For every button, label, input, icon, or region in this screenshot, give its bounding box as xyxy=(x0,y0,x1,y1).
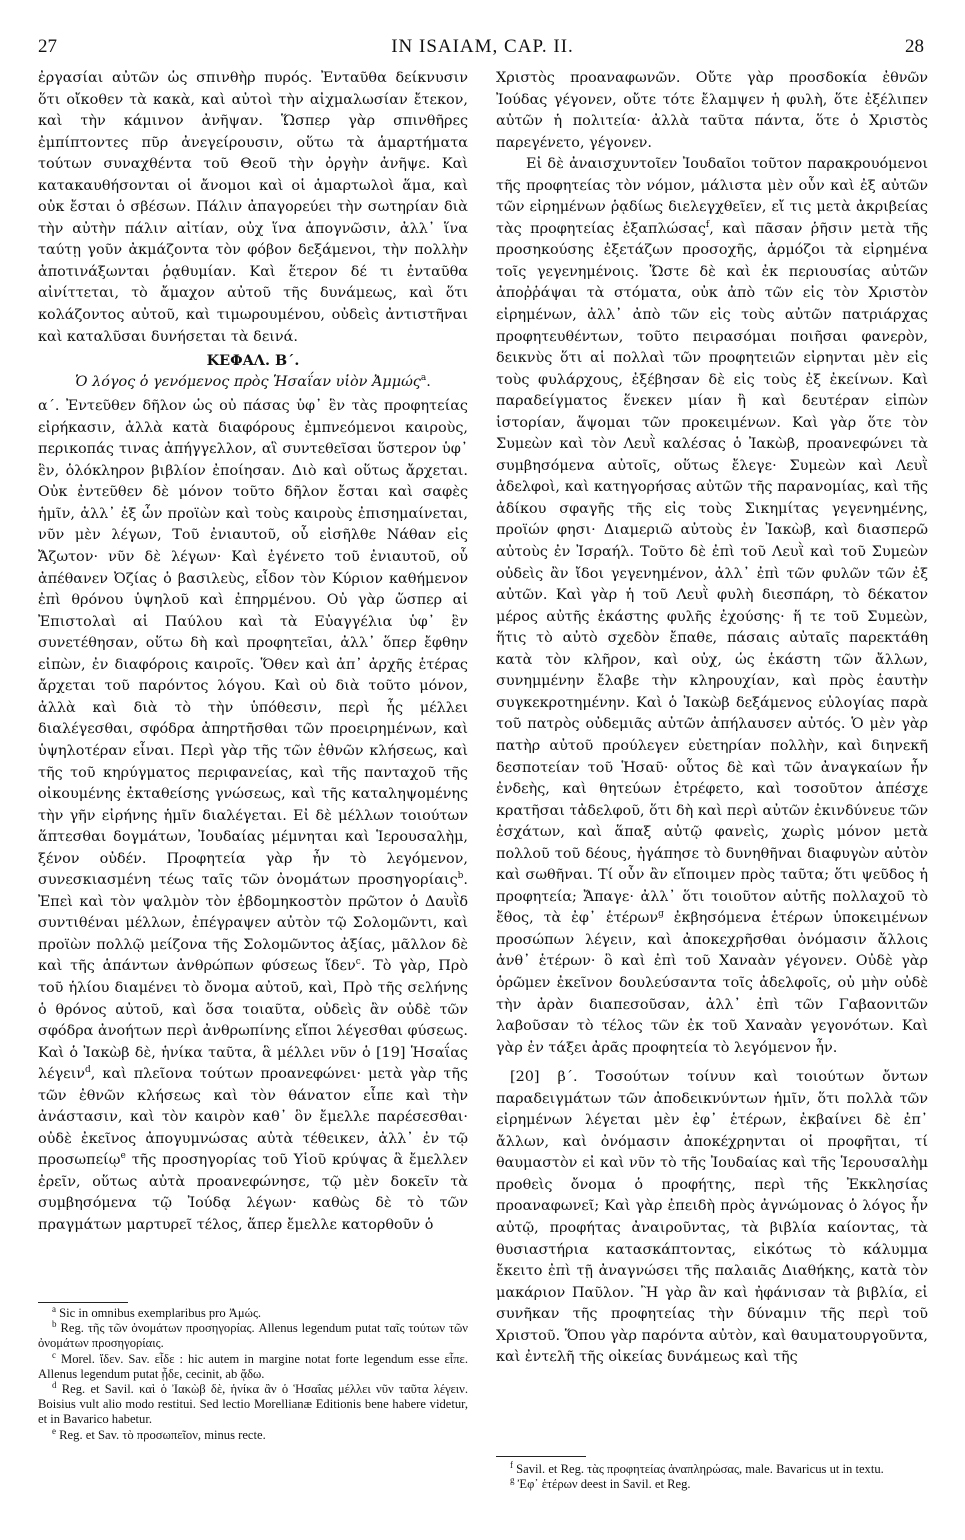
footnote-ref-e: e xyxy=(120,1151,126,1162)
footnote-text: Reg. τῆς τῶν ὀνομάτων προσηγορίας. Allenus legendum putat ταῖς τούτων τῶν ὀνομάτων προσηγορίαις. xyxy=(38,1321,468,1351)
footnote-ref-d: d xyxy=(85,1065,91,1076)
footnote-mark: e xyxy=(52,1425,56,1436)
footnote-text: Sic in omnibus exemplaribus pro Ἀμώς. xyxy=(59,1306,262,1320)
footnote-text: Reg. et Savil. καὶ ὁ Ἰακὼβ δὲ, ἡνίκα ἂν ὁ Ἡσαΐας μέλλει νῦν ταῦτα λέγειν. Boisius vult alio modo restitui. Sed lectio Morellianæ Editionis bene habere videtur, et in Bavarico habetur. xyxy=(38,1382,468,1427)
text-run: α΄. Ἐντεῦθεν δῆλον ὡς οὐ πάσας ὑφ᾽ ἓν τὰς προφητείας εἰρήκασιν, ἀλλὰ κατὰ διαφόρους ἐμπνεόμενοι καιροὺς, περικοπάς τινας ἀπήγγελλον, αἳ συντεθεῖσαι ὕστερον ὑφ᾽ ἓν, ὁλόκληρον βιβλίον ἐποίησαν. Διὸ καὶ οὕτως ἄρχεται. Οὐκ ἐντεῦθεν δὲ μόνον τοῦτο δῆλον ἔσται καὶ σαφὲς ἡμῖν, ἀλλ᾽ ἐξ ὧν προϊὼν καὶ τοὺς καιροὺς ἐπισημαίνεται, νῦν μὲν λέγων, Τοῦ ἐνιαυτοῦ, οὗ εἰσῆλθε Νάθαν εἰς Ἄζωτον· νῦν δὲ λέγων· Καὶ ἐγένετο τοῦ ἐνιαυτοῦ, οὗ ἀπέθανεν Ὀζίας ὁ βασιλεὺς, εἶδον τὸν Κύριον καθήμενον ἐπὶ θρόνου ὑψηλοῦ καὶ ἐπηρμένου. Οὐ γὰρ ὥσπερ αἱ Ἐπιστολαὶ αἱ Παύλου καὶ τὰ Εὐαγγέλια ὑφ᾽ ἓν συνετέθησαν, οὕτω δὴ καὶ προφητεῖαι, ἀλλ᾽ ὅπερ ἔφθην εἰπὼν, ἐν διαφόροις καιροῖς. Ὅθεν καὶ ἀπ᾽ ἀρχῆς ἑτέρας ἄρχεται τοῦ παρόντος λόγου. Καὶ οὐ διὰ τοῦτο μόνον, ἀλλὰ καὶ διὰ τὸ τὴν ὑπόθεσιν, περὶ ἧς μέλλει διαλέγεσθαι, σφόδρα ἀπηρτῆσθαι τῶν προειρημένων, καὶ ὑψηλοτέραν εἶναι. Περὶ γὰρ τῆς τῶν ἐθνῶν κλήσεως, καὶ τῆς τοῦ κηρύγματος περιφανείας, καὶ τῆς πανταχοῦ τῆς οἰκουμένης ἐκταθείσης γνώσεως, καὶ τῆς καταληψομένης τὴν γῆν εἰρήνης ἡμῖν διαλέγεται. Εἰ δὲ μέλλων τοιούτων ἅπτεσθαι δογμάτων, Ἰουδαίας μέμνηται καὶ Ἱερουσαλὴμ, ξένον οὐδέν. Προφητεία γὰρ ἦν τὸ λεγόμενον, συνεσκιασμένη τέως ταῖς τῶν ὀνομάτων προσηγορίαις xyxy=(38,398,468,889)
footnote-item xyxy=(496,1459,928,1477)
left-column xyxy=(38,68,468,1237)
text-run: , καὶ πλεῖονα τούτων προανεφώνει· μετὰ γὰρ τῆς τῶν ἐθνῶν κλήσεως καὶ τὸν θάνατον εἶπε καὶ τὴν ἀνάστασιν, καὶ τὸν καιρὸν καθ᾽ ὃν ἔμελλε παρέσεσθαι· οὐδὲ ἐκεῖνος ἀπογυμνώσας αὐτὰ τέθεικεν, ἀλλ᾽ ἐν τῷ προσωπείῳ xyxy=(38,1066,468,1169)
footnote-mark: a xyxy=(52,1303,56,1314)
footnote-text: Ἐφ᾽ ἑτέρων deest in Savil. et Reg. xyxy=(517,1477,691,1492)
footnotes-right xyxy=(496,1459,928,1492)
footnote-item xyxy=(496,1477,928,1492)
footnote-mark: f xyxy=(510,1459,513,1470)
footnote-item xyxy=(38,1349,468,1382)
page-number-left: 27 xyxy=(38,36,57,57)
right-paragraph-1: Χριστὸς προαναφωνῶν. Οὔτε γὰρ προσδοκία ἐθνῶν Ἰούδας γέγονεν, οὔτε τότε ἔλαμψεν ἡ φυλὴ, ὅτε ἐξέλιπεν αὐτῶν ἡ πολιτεία· ἀλλὰ ταῦτα πάντα, ὅτε ὁ Χριστὸς παρεγένετο, γέγονεν. xyxy=(496,70,928,151)
footnote-ref-g: g xyxy=(658,909,664,920)
chapter-heading: ΚΕΦΑΛ. Β΄. xyxy=(206,352,300,370)
footnote-mark: c xyxy=(52,1349,56,1360)
footnote-ref-b: b xyxy=(457,871,464,882)
left-paragraph-1: ἐργασίαι αὐτῶν ὡς σπινθὴρ πυρός. Ἐνταῦθα δείκνυσιν ὅτι οἴκοθεν τὰ κακὰ, καὶ αὐτοὶ τὴν αἰχμαλωσίαν ἔτεκον, καὶ τὴν κάμινον ἀνῆψαν. Ὥσπερ γὰρ σπινθῆρες ἐμπίπτοντες πῦρ ἀνεγείρουσιν, οὕτω τὰ ἁμαρτήματα τούτων συναχθέντα τοῦ Θεοῦ τὴν ὀργὴν ἀνῆψε. Καὶ κατακαυθήσονται οἱ ἄνομοι καὶ οἱ ἁμαρτωλοὶ ἅμα, καὶ οὐκ ἔσται ὁ σβέσων. Πάλιν ἀπαγορεύει τὴν σωτηρίαν διὰ τὴν αὐτὴν πάλιν αἰτίαν, οὐχ ἵνα ἀπογνῶσιν, ἀλλ᾽ ἵνα ταύτῃ γοῦν ἀκμάζοντα τὸν φόβον δεξάμενοι, τὴν πολλὴν ἀποτινάξωνται ῥᾳθυμίαν. Καὶ ἕτερον δέ τι ἐνταῦθα αἰνίττεται, τὸ ἄμαχον αὐτοῦ τῆς δυνάμεως, καὶ ὅτι κολάζοντος αὐτοῦ, καὶ τιμωρουμένου, οὐδεὶς ἀντιστῆναι καὶ καταλῦσαι δυνήσεται τὰ δεινά. xyxy=(38,70,468,345)
page-number-right: 28 xyxy=(905,36,924,57)
footnote-text: Savil. et Reg. τὰς προφητείας ἀναπληρώσας, male. Bavaricus ut in textu. xyxy=(516,1462,884,1476)
footnote-text: Reg. et Sav. τὸ προσωπεῖον, minus recte. xyxy=(59,1427,266,1442)
right-paragraph-3: [20] β΄. Τοσούτων τοίνυν καὶ τοιούτων ὄντων παραδειγμάτων τῶν ἀποδεικνύντων ἡμῖν, ὅτι πολλὰ τῶν εἰρημένων λέγεται μὲν ἐφ᾽ ἑτέρων, ἐκβαίνει δὲ ἐπ᾽ ἄλλων, καὶ ὀνόμασιν ἀποκέχρηνται οἱ προφῆται, τί θαυμαστὸν εἰ καὶ νῦν τὸ τῆς Ἰουδαίας καὶ τῆς Ἱερουσαλὴμ προθεὶς ὄνομα ὁ προφήτης, περὶ τῆς Ἐκκλησίας προαναφωνεῖ; Καὶ γὰρ ἐπειδὴ πρὸς ἀγνώμονας ὁ λόγος ἦν αὐτῷ, προφήτας ἀναιροῦντας, τὰ βιβλία καίοντας, τὰ θυσιαστήρια κατασκάπτοντας, εἰκότως τὸ κάλυμμα ἔκειτο ἐπὶ τῇ ἀναγνώσει τῆς παλαιᾶς Διαθήκης, κατὰ τὸν μακάριον Παῦλον. Ἢ γὰρ ἂν καὶ ἠφάνισαν τὰ βιβλία, εἰ συνῆκαν τῆς προφητείας τὴν δύναμιν τῆς περὶ τοῦ Χριστοῦ. Ὅπου γὰρ παρόντα αὐτὸν, καὶ θαυματουργοῦντα, καὶ ἐντελῆ τῆς οἰκείας δυνάμεως καὶ τῆς xyxy=(496,1069,928,1366)
text-run: ἐκβησόμενα ἑτέρων ὑποκειμένων προσώπων λέγειν, καὶ ἀποκεχρῆσθαι ὀνόμασιν ἄλλοις ἀνθ᾽ ἑτέρων· ὃ καὶ ἐπὶ τοῦ Χαναὰν γέγονεν. Οὐδὲ γὰρ ὁρῶμεν ἐκεῖνον δουλεύσαντα τοῖς ἀδελφοῖς, οὐ μὴν οὐδὲ τὴν ἀρὰν διαπεσοῦσαν, ἀλλ᾽ ἐπὶ τῶν Γαβαονιτῶν λαβοῦσαν τὸ τέλος τῶν ἐκ τοῦ Χαναὰν γεγονότων. Καὶ γὰρ ἐν τάξει ἀρᾶς προφητεία τὸ λεγόμενον ἦν. xyxy=(496,910,928,1056)
footnote-ref-c: c xyxy=(355,957,361,968)
subtitle-text: Ὁ λόγος ὁ γενόμενος πρὸς Ἡσαΐαν υἱὸν Ἀμμώς xyxy=(75,373,421,390)
footnote-ref-a: a xyxy=(420,372,427,383)
footnotes-left xyxy=(38,1303,468,1443)
footnote-text: Morel. ἴδεν. Sav. εἶδε : hic autem in margine notat forte legendum esse εἶπε. Allenus legendum putat ᾖδε, cecinit, ab ᾄδω. xyxy=(38,1351,468,1381)
right-paragraph-2 xyxy=(496,154,928,1059)
text-run: . Ἐπεὶ καὶ τὸν ψαλμὸν τὸν ἑβδομηκοστὸν πρῶτον ὁ Δαυῒδ συντιθέναι μέλλων, ἐπέγραψεν αὐτὸν τῷ Σολομῶντι, καὶ προϊὼν πολλῷ μείζονα τῆς Σολομῶντος ἀξίας, μᾶλλον δὲ καὶ τῆς ἁπάντων ἀνθρώπων φύσεως ἴδεν xyxy=(38,872,468,975)
left-paragraph-2 xyxy=(38,396,468,1236)
footnote-mark: g xyxy=(510,1475,515,1486)
right-column xyxy=(496,68,928,1369)
footnote-item xyxy=(38,1379,468,1428)
chapter-subtitle: Ὁ λόγος ὁ γενόμενος πρὸς Ἡσαΐαν υἱὸν Ἀμμώς$^a$. xyxy=(75,372,431,390)
footnote-item xyxy=(38,1303,468,1321)
running-title: IN ISAIAM, CAP. II. xyxy=(391,36,574,57)
footnote-rule-right xyxy=(496,1456,586,1457)
footnote-item xyxy=(38,1425,468,1443)
text-run: , καὶ πᾶσαν ῥῆσιν μετὰ τῆς προσηκούσης ἐξετάζων προσοχῆς, ἁρμόζοι τὰ εἰρημένα τοῖς γεγενημένοις. Ὥστε δὲ καὶ ἐκ περιουσίας αὐτῶν ἀποῤῥάψαι τὰ στόματα, οὐκ ἀπὸ τῶν εἰς τὸν Χριστὸν εἰρημένων, ἀλλ᾽ ἀπὸ τῶν εἰς τοὺς αὐτῶν πατριάρχας προφητευθέντων, τοῦτο πειρασόμαι ποιῆσαι φανερὸν, δεικνὺς ὅτι αἱ πολλαὶ τῶν προφητειῶν εἰρηνται μὲν εἰς τοὺς φυλάρχους, ἐξέβησαν δὲ εἰς τοὺς ἐξ ἐκείνων. Καὶ παραδείγματος ἕνεκεν μίαν ἢ καὶ δευτέραν εἰπὼν ἱστορίαν, ἅψομαι τῶν προκειμένων. Καὶ γὰρ ὅτε τὸν Συμεὼν καὶ τὸν Λευῒ καλέσας ὁ Ἰακὼβ, προανεφώνει τὰ συμβησόμενα αὐτοῖς, οὕτως ἔλεγε· Συμεὼν καὶ Λευῒ ἀδελφοὶ, καὶ κατηγορήσας αὐτῶν τῆς παρανομίας, καὶ τῆς ἀδίκου σφαγῆς τῆς εἰς τοὺς Σικημίτας γεγενημένης, προϊών φησι· Διαμεριῶ αὐτοὺς ἐν Ἰακὼβ, καὶ διασπερῶ αὐτοὺς ἐν Ἰσραήλ. Τοῦτο δὲ ἐπὶ τοῦ Λευῒ καὶ τοῦ Συμεὼν οὐδεὶς ἂν ἴδοι γεγενημένον, ἀλλ᾽ ἐπὶ τῶν φυλῶν τῶν ἐξ αὐτῶν. Καὶ γὰρ ἡ τοῦ Λευῒ φυλὴ διεσπάρη, τὸ δέκατον μέρος αὐτῆς ἑκάστης φυλῆς ἐχούσης· ἥ τε τοῦ Συμεὼν, ἥτις τὸ αὐτὸ σχεδὸν ἔπαθε, πάσαις αὐταῖς παρεκτάθη κατὰ τὸν κλῆρον, καὶ οὐχ, ὡς ἑκάστη τῶν ἄλλων, συνημμένην ἔλαβε τὴν κληρουχίαν, καὶ πρὸς ἑαυτὴν συγκεκροτημένην. Καὶ ὁ Ἰακὼβ δεξάμενος εὐλογίας παρὰ τοῦ πατρὸς οὐδεμιᾶς αὐτῶν ἀπήλαυσεν αὐτός. Ὁ μὲν γὰρ πατὴρ αὐτοῦ προύλεγεν εὐετηρίαν πολλὴν, καὶ διηνεκῆ δεσποτείαν τοῦ Ἡσαῦ· οὗτος δὲ καὶ τῶν ἀναγκαίων ἦν ἐνδεὴς, καὶ θητεύων ἐτρέφετο, καὶ τοσοῦτον ἀπέσχε κρατῆσαι τἀδελφοῦ, ὅτι δὴ καὶ περὶ αὐτῶν ἐκινδύνευε τῶν ἐσχάτων, καὶ ἅπαξ αὐτῷ φανεὶς, χωρὶς μόνον μετὰ πολλοῦ τοῦ δέους, ἠγάπησε τὸ δυνηθῆναι διαφυγὼν αὐτὸν καὶ σωθῆναι. Τί οὖν ἂν εἴποιμεν πρὸς ταῦτα; ὅτι ψεῦδος ἡ προφητεία; Ἄπαγε· ἀλλ᾽ ὅτι τοιοῦτον αὐτῆς πολλαχοῦ τὸ ἔθος, τὰ ἐφ᾽ ἑτέρων xyxy=(496,220,928,927)
footnote-item xyxy=(38,1321,468,1351)
footnote-ref-f: f xyxy=(705,220,710,231)
footnote-mark: d xyxy=(52,1379,57,1390)
text-run: . Τὸ γὰρ, Πρὸ τοῦ ἡλίου διαμένει τὸ ὄνομα αὐτοῦ, καὶ, Πρὸ τῆς σελήνης ὁ θρόνος αὐτοῦ, καὶ ὅσα τοιαῦτα, οὐδεὶς ἂν οὐδὲ τῶν σφόδρα ἀνοήτων περὶ ἀνθρωπίνης εἴποι λέγεσθαι φύσεως. Καὶ ὁ Ἰακὼβ δὲ, ἡνίκα ταῦτα, ἃ μέλλει νῦν ὁ [19] Ἡσαΐας λέγειν xyxy=(38,958,468,1083)
text-run: τῆς προσηγορίας τοῦ Υἱοῦ κρύψας ἃ ἔμελλεν ἐρεῖν, οὕτως αὐτὰ προανεφώνησε, τῷ μὲν δοκεῖν τὰ συμβησόμενα τῷ Ἰούδᾳ λέγων· καθὼς δὲ τὸ τῶν πραγμάτων μαρτυρεῖ τέλος, ἅπερ ἔμελλε κατορθοῦν ὁ xyxy=(38,1152,468,1233)
footnote-mark: b xyxy=(52,1319,57,1330)
text-run: Εἰ δὲ ἀναισχυντοῖεν Ἰουδαῖοι τοῦτον παρακρουόμενοι τῆς προφητείας τὸν νόμον, μάλιστα μὲν οὖν καὶ ἐξ αὐτῶν τῶν εἰρημένων ῥᾳδίως διελεγχθεῖεν, εἴ τις μετὰ ἀκριβείας τὰς προφητείας ἐξαπλώσας xyxy=(496,156,928,237)
